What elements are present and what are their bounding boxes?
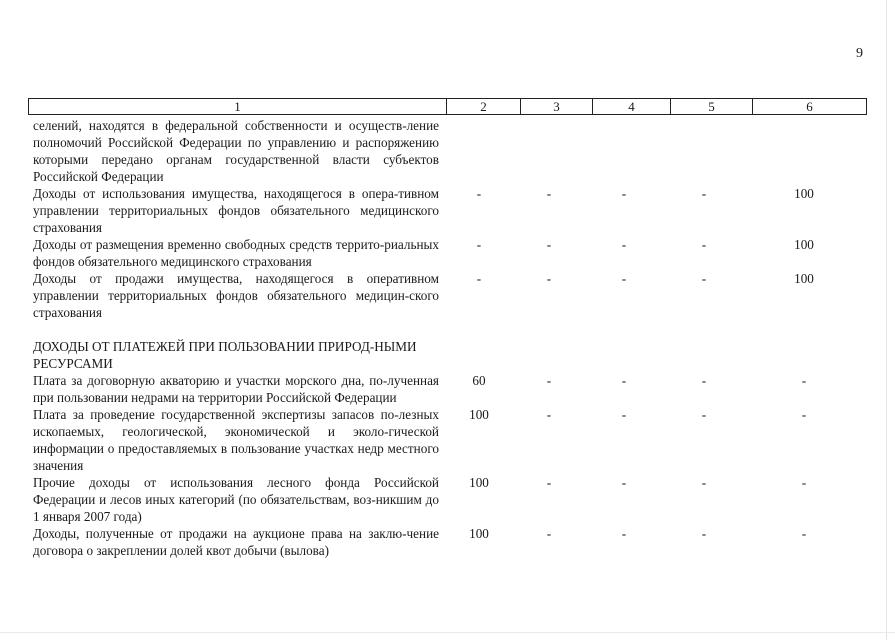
row-value-col6: - bbox=[801, 407, 807, 422]
row-value-col2: - bbox=[476, 271, 482, 286]
row-value-col5: - bbox=[701, 526, 707, 541]
row-value-col4: - bbox=[621, 373, 627, 388]
row-description: Доходы от использования имущества, находящегося в опера-тивном управлении территориальных фондов обязательного медицинского страхования bbox=[33, 186, 439, 235]
table-row bbox=[33, 372, 873, 406]
row-value-col4: - bbox=[621, 475, 627, 490]
row-description: Плата за договорную акваторию и участки морского дна, по-лученная при пользовании недрами на территории Российской Федерации bbox=[33, 373, 439, 405]
row-value-col3: - bbox=[546, 475, 552, 490]
row-value-col4: - bbox=[621, 526, 627, 541]
row-value-col5: - bbox=[701, 186, 707, 201]
table-body bbox=[33, 117, 873, 559]
row-value-col3: - bbox=[546, 186, 552, 201]
row-value-col4: - bbox=[621, 186, 627, 201]
row-value-col3: - bbox=[546, 373, 552, 388]
row-value-col6: 100 bbox=[794, 271, 814, 286]
row-value-col4: - bbox=[621, 407, 627, 422]
page-number: 9 bbox=[856, 46, 863, 61]
column-header-2: 2 bbox=[447, 99, 521, 115]
row-value-col2: - bbox=[476, 186, 482, 201]
row-value-col6: - bbox=[801, 526, 807, 541]
table-row bbox=[33, 525, 873, 559]
row-value-col2: 100 bbox=[469, 526, 489, 541]
row-description: Плата за проведение государственной экспертизы запасов по-лезных ископаемых, геологической, экономической и эколо-гической информации о предоставляемых в пользование участках недр местного значения bbox=[33, 407, 439, 473]
row-value-col2: - bbox=[476, 237, 482, 252]
column-header-3: 3 bbox=[521, 99, 593, 115]
scan-edge-bottom bbox=[0, 632, 895, 633]
column-header-6: 6 bbox=[753, 99, 867, 115]
row-value-col5: - bbox=[701, 373, 707, 388]
row-value-col6: 100 bbox=[794, 186, 814, 201]
column-header-5: 5 bbox=[671, 99, 753, 115]
row-value-col6: - bbox=[801, 373, 807, 388]
row-value-col3: - bbox=[546, 407, 552, 422]
row-value-col5: - bbox=[701, 271, 707, 286]
row-value-col6: 100 bbox=[794, 237, 814, 252]
row-value-col5: - bbox=[701, 407, 707, 422]
row-value-col2: 60 bbox=[472, 373, 486, 388]
column-header-4: 4 bbox=[593, 99, 671, 115]
column-header-1: 1 bbox=[29, 99, 447, 115]
section-heading: ДОХОДЫ ОТ ПЛАТЕЖЕЙ ПРИ ПОЛЬЗОВАНИИ ПРИРОД-НЫМИ РЕСУРСАМИ bbox=[33, 339, 417, 371]
row-value-col5: - bbox=[701, 237, 707, 252]
row-value-col6: - bbox=[801, 475, 807, 490]
row-description: Доходы от размещения временно свободных средств террито-риальных фондов обязательного медицинского страхования bbox=[33, 237, 439, 269]
row-value-col3: - bbox=[546, 526, 552, 541]
row-description: селений, находятся в федеральной собственности и осуществ-ление полномочий Российской Федерации по управлению и распоряжению которыми передано органам государственной власти субъектов Российской Федерации bbox=[33, 118, 439, 184]
row-value-col4: - bbox=[621, 271, 627, 286]
row-description: Доходы от продажи имущества, находящегося в оперативном управлении территориальных фондов обязательного медицин-ского страхования bbox=[33, 271, 439, 320]
row-value-col4: - bbox=[621, 237, 627, 252]
row-description: Доходы, полученные от продажи на аукционе права на заклю-чение договора о закреплении долей квот добычи (вылова) bbox=[33, 526, 439, 558]
row-value-col3: - bbox=[546, 271, 552, 286]
row-value-col3: - bbox=[546, 237, 552, 252]
table-row bbox=[33, 270, 873, 321]
row-value-col2: 100 bbox=[469, 475, 489, 490]
scan-edge-right bbox=[886, 0, 887, 640]
row-value-col2: 100 bbox=[469, 407, 489, 422]
table-row bbox=[33, 474, 873, 525]
row-description: Прочие доходы от использования лесного фонда Российской Федерации и лесов иных категорий (по обязательствам, воз-никшим до 1 января 2007 года) bbox=[33, 475, 439, 524]
table-row bbox=[33, 236, 873, 270]
column-header-table bbox=[28, 98, 867, 115]
table-row bbox=[33, 117, 873, 185]
table-row bbox=[33, 406, 873, 474]
table-row bbox=[33, 185, 873, 236]
row-value-col5: - bbox=[701, 475, 707, 490]
column-header-row bbox=[29, 99, 867, 115]
